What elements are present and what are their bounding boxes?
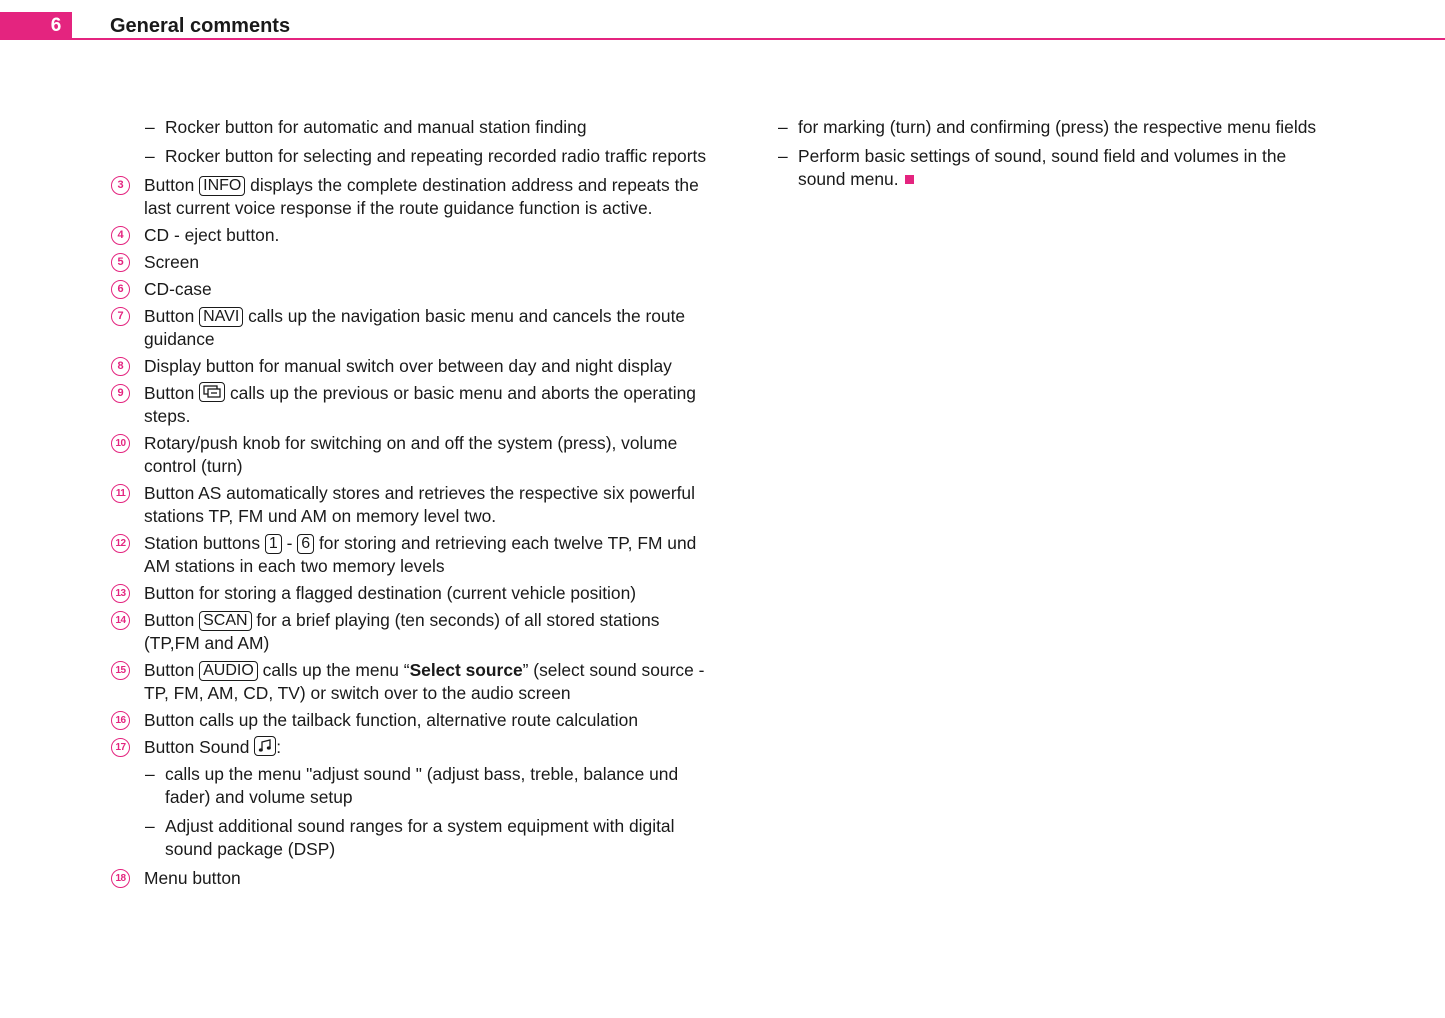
- list-item-text: Rotary/push knob for switching on and off the system (press), volume control (turn): [144, 433, 678, 476]
- callout-number: 7: [111, 307, 130, 326]
- audio-key: AUDIO: [199, 661, 258, 681]
- section-end-marker: [905, 175, 914, 184]
- callout-number: 13: [111, 584, 130, 603]
- list-item: [108, 145, 708, 168]
- text: Button: [144, 306, 200, 326]
- list-item-text: CD - eject button.: [144, 225, 280, 245]
- music-note-icon: [254, 736, 276, 756]
- list-item-8: [108, 355, 708, 378]
- list-item: [778, 116, 1338, 139]
- header-divider: [72, 38, 1445, 40]
- list-item-14: [108, 609, 708, 655]
- text: Button: [144, 610, 200, 630]
- dash-bullet: –: [145, 146, 155, 166]
- text: calls up the previous or basic menu and aborts the operating steps.: [144, 383, 696, 426]
- list-item-10: [108, 432, 708, 478]
- list-item-text: Rocker button for selecting and repeating recorded radio traffic reports: [165, 146, 707, 166]
- list-item-text: Perform basic settings of sound, sound field and volumes in the sound menu.: [798, 146, 1287, 189]
- callout-number: 4: [111, 226, 130, 245]
- dash-bullet: –: [145, 816, 155, 836]
- dash-bullet: –: [778, 117, 788, 137]
- list-item-18: [108, 867, 708, 890]
- page-title: General comments: [110, 15, 291, 37]
- back-key-icon: [199, 382, 225, 402]
- right-column: [778, 116, 1338, 197]
- list-item: [108, 763, 708, 809]
- list-item-text: calls up the menu "adjust sound " (adjust bass, treble, balance und fader) and volume setup: [165, 764, 679, 807]
- text: Button: [144, 660, 200, 680]
- list-item: [108, 815, 708, 861]
- callout-number: 12: [111, 534, 130, 553]
- list-item-13: [108, 582, 708, 605]
- list-item-16: [108, 709, 708, 732]
- navi-key: NAVI: [199, 307, 243, 327]
- list-item: [108, 116, 708, 139]
- left-column: [108, 116, 708, 894]
- text: calls up the navigation basic menu and cancels the route guidance: [144, 306, 686, 349]
- list-item-17: [108, 736, 708, 759]
- text: :: [276, 737, 282, 757]
- callout-number: 8: [111, 357, 130, 376]
- callout-number: 5: [111, 253, 130, 272]
- list-item: [778, 145, 1338, 191]
- text: Station buttons: [144, 533, 265, 553]
- list-item-6: [108, 278, 708, 301]
- info-key: INFO: [199, 176, 245, 196]
- callout-number: 9: [111, 384, 130, 403]
- callout-number: 3: [111, 176, 130, 195]
- scan-key: SCAN: [199, 611, 251, 631]
- list-item-text: Button for storing a flagged destination (current vehicle position): [144, 583, 637, 603]
- text: calls up the menu “: [257, 660, 410, 680]
- callout-number: 18: [111, 869, 130, 888]
- list-item-text: CD-case: [144, 279, 212, 299]
- text: Button Sound: [144, 737, 255, 757]
- callout-number: 10: [111, 434, 130, 453]
- text: Button: [144, 175, 200, 195]
- list-item-9: [108, 382, 708, 428]
- list-item-4: [108, 224, 708, 247]
- list-item-text: Rocker button for automatic and manual station finding: [165, 117, 587, 137]
- list-item-text: Screen: [144, 252, 200, 272]
- list-item-text: Button calls up the tailback function, alternative route calculation: [144, 710, 638, 730]
- text: for a brief playing (ten seconds) of all stored stations (TP,FM and AM): [144, 610, 660, 653]
- list-item-text: Button AS automatically stores and retrieves the respective six powerful stations TP, FM und AM on memory level two.: [144, 483, 695, 526]
- text: displays the complete destination address and repeats the last current voice response if the route guidance function is active.: [144, 175, 699, 218]
- callout-number: 14: [111, 611, 130, 630]
- dash-bullet: –: [778, 146, 788, 166]
- page-number-tab: [0, 12, 72, 40]
- text: ” (select sound source - TP, FM, AM, CD, TV) or switch over to the audio screen: [144, 660, 705, 703]
- callout-number: 6: [111, 280, 130, 299]
- text: -: [281, 533, 298, 553]
- list-item-7: [108, 305, 708, 351]
- list-item-text: Adjust additional sound ranges for a system equipment with digital sound package (DSP): [165, 816, 675, 859]
- list-item-text: for marking (turn) and confirming (press) the respective menu fields: [798, 117, 1317, 137]
- text: for storing and retrieving each twelve TP, FM und AM stations in each two memory levels: [144, 533, 697, 576]
- list-item-3: [108, 174, 708, 220]
- list-item-text: Menu button: [144, 868, 241, 888]
- list-item-15: [108, 659, 708, 705]
- page-number: 6: [50, 15, 62, 36]
- callout-number: 17: [111, 738, 130, 757]
- dash-bullet: –: [145, 117, 155, 137]
- station-key-1: 1: [265, 534, 282, 554]
- list-item-text: Display button for manual switch over between day and night display: [144, 356, 672, 376]
- list-item-5: [108, 251, 708, 274]
- text: Button: [144, 383, 200, 403]
- callout-number: 11: [111, 484, 130, 503]
- list-item-12: [108, 532, 708, 578]
- station-key-6: 6: [297, 534, 314, 554]
- dash-bullet: –: [145, 764, 155, 784]
- callout-number: 15: [111, 661, 130, 680]
- menu-name: Select source: [409, 660, 523, 680]
- callout-number: 16: [111, 711, 130, 730]
- list-item-11: [108, 482, 708, 528]
